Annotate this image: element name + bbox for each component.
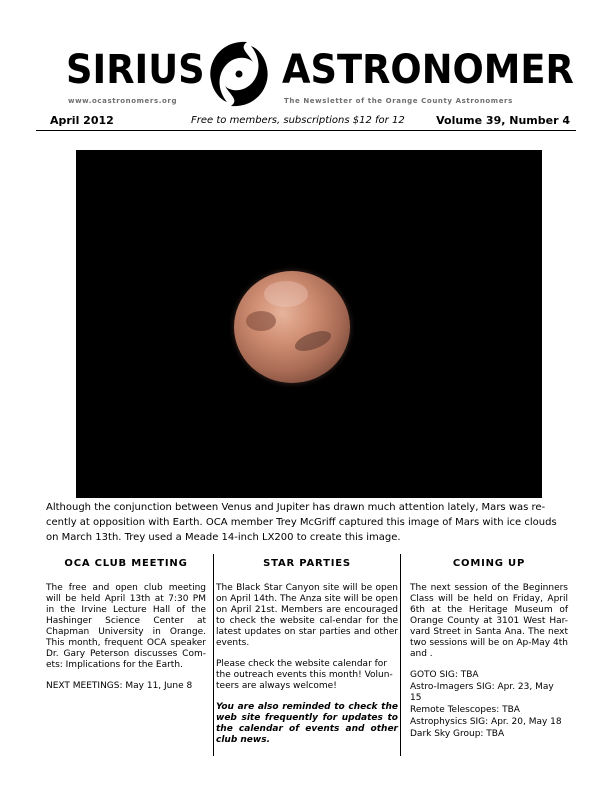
mars-planet-icon	[234, 271, 350, 383]
planet-dark-region	[246, 311, 276, 331]
next-meetings: NEXT MEETINGS: May 11, June 8	[46, 681, 193, 691]
list-item: Dark Sky Group: TBA	[410, 729, 505, 739]
beginners-class: The next session of the Beginners Class will be held on Friday, April 6th at the Heritage Museum of Orange County at 3101 West Har-vard Street in Santa Ana. The next two sessions will be on Ap-May 4th and .	[410, 583, 568, 659]
masthead-website: www.ocastronomers.org	[68, 97, 178, 105]
issue-date: April 2012	[50, 114, 114, 127]
sig-list	[410, 670, 568, 740]
star-parties-sites: The Black Star Canyon site will be open on April 14th. The Anza site will be open on April 21st. Members are encouraged to check the website cal-endar for the latest updates on star parties and other events.	[216, 583, 398, 648]
column-divider	[400, 554, 401, 756]
star-parties-outreach: Please check the website calendar for the outreach events this month! Volun-teers are always welcome!	[216, 659, 393, 691]
list-item: Astrophysics SIG: Apr. 20, May 18	[410, 717, 562, 727]
list-item: Remote Telescopes: TBA	[410, 705, 520, 715]
club-meeting-body: The free and open club meeting will be held April 13th at 7:30 PM in the Irvine Lecture Hall of the Hashinger Science Center at Chapman University in Orange. This month, frequent OCA speaker Dr. Gary Peterson discusses Com-ets: Implications for the Earth.	[46, 583, 206, 670]
list-item: GOTO SIG: TBA	[410, 670, 479, 680]
club-meeting-heading: OCA CLUB MEETING	[64, 558, 188, 569]
star-parties-column	[216, 552, 398, 756]
coming-up-heading: COMING UP	[452, 558, 526, 569]
column-divider	[213, 554, 214, 756]
issue-bar	[36, 114, 576, 131]
photo-caption: Although the conjunction between Venus and Jupiter has drawn much attention lately, Mars was re-cently at opposition with Earth. OCA member Trey McGriff captured this image of Mars with ice clouds on March 13th. Trey used a Meade 14-inch LX200 to create this image.	[46, 502, 557, 543]
star-parties-heading: STAR PARTIES	[263, 558, 351, 569]
masthead-title-left: SIRIUS	[66, 47, 205, 93]
planet-ice-cloud	[264, 281, 308, 307]
star-parties-reminder: You are also reminded to check the web site frequently for updates to the calendar of events and other club news.	[216, 702, 398, 745]
issue-price: Free to members, subscriptions $12 for 12	[191, 115, 405, 126]
list-item: Astro-Imagers SIG: Apr. 23, May 15	[410, 682, 554, 703]
masthead-title-right: ASTRONOMER	[282, 47, 574, 93]
masthead-tagline: The Newsletter of the Orange County Astronomers	[284, 97, 513, 105]
cover-photo	[76, 150, 542, 498]
coming-up-column	[410, 552, 568, 741]
planet-dark-region	[292, 327, 333, 355]
club-meeting-column	[46, 552, 206, 702]
sirius-swirl-logo-icon	[203, 38, 275, 110]
masthead	[66, 38, 574, 108]
issue-volume: Volume 39, Number 4	[436, 114, 570, 127]
